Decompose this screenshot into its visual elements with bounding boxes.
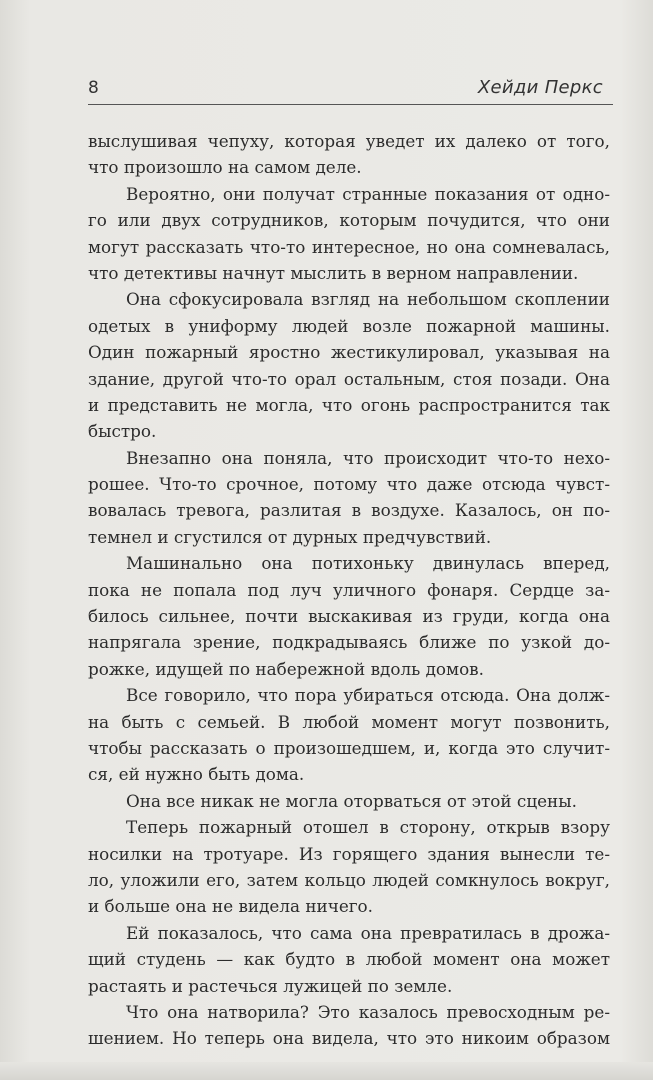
text-line: чтобы рассказать о произошедшем, и, когда это случит- bbox=[88, 737, 610, 758]
text-line: напрягала зрение, подкрадываясь ближе по узкой до- bbox=[88, 632, 610, 653]
text-line: Внезапно она поняла, что происходит что-то нехо- bbox=[126, 447, 610, 468]
page-number: 8 bbox=[88, 78, 99, 98]
text-line: го или двух сотрудников, которым почудится, что они bbox=[88, 210, 610, 231]
text-line: Машинально она потихоньку двинулась вперед, bbox=[126, 553, 610, 574]
text-line: Вероятно, они получат странные показания от одно- bbox=[126, 183, 610, 204]
text-line: шением. Но теперь она видела, что это никоим образом bbox=[88, 1028, 610, 1049]
page-header bbox=[88, 78, 613, 105]
text-line: Она сфокусировала взгляд на небольшом скоплении bbox=[126, 289, 610, 310]
text-line: здание, другой что-то орал остальным, стоя позади. Она bbox=[88, 368, 610, 389]
body-text bbox=[88, 128, 610, 1052]
text-line: растаять и растечься лужицей по земле. bbox=[88, 975, 453, 996]
text-line: Все говорило, что пора убираться отсюда. Она долж- bbox=[126, 685, 610, 706]
text-line: и представить не могла, что огонь распространится так bbox=[88, 394, 610, 415]
page-bottom-edge bbox=[0, 1062, 653, 1080]
text-line: щий студень — как будто в любой момент она может bbox=[88, 949, 610, 970]
text-line: пока не попала под луч уличного фонаря. Сердце за- bbox=[88, 579, 610, 600]
text-line: рошее. Что-то срочное, потому что даже отсюда чувст- bbox=[88, 474, 610, 495]
text-line: темнел и сгустился от дурных предчувствий. bbox=[88, 526, 492, 547]
text-line: билось сильнее, почти выскакивая из груди, когда она bbox=[88, 606, 610, 627]
text-line: вовалась тревога, разлитая в воздухе. Казалось, он по- bbox=[88, 500, 610, 521]
text-line: что детективы начнут мыслить в верном направлении. bbox=[88, 262, 579, 283]
text-line: Ей показалось, что сама она превратилась в дрожа- bbox=[126, 922, 610, 943]
text-line: выслушивая чепуху, которая уведет их далеко от того, bbox=[88, 131, 610, 151]
text-line: быстро. bbox=[88, 421, 157, 442]
text-line: Она все никак не могла оторваться от этой сцены. bbox=[126, 790, 577, 811]
text-line: Что она натворила? Это казалось превосходным ре- bbox=[126, 1001, 610, 1022]
text-line: Теперь пожарный отошел в сторону, открыв взору bbox=[126, 817, 610, 838]
text-line: одетых в униформу людей возле пожарной машины. bbox=[88, 315, 610, 336]
text-line: и больше она не видела ничего. bbox=[88, 896, 373, 917]
text-line: ся, ей нужно быть дома. bbox=[88, 764, 305, 785]
text-line: Один пожарный яростно жестикулировал, указывая на bbox=[88, 342, 610, 363]
text-line: могут рассказать что-то интересное, но она сомневалась, bbox=[88, 236, 610, 257]
text-line: носилки на тротуаре. Из горящего здания вынесли те- bbox=[88, 843, 610, 864]
text-line: что произошло на самом деле. bbox=[88, 157, 362, 178]
text-line: на быть с семьей. В любой момент могут позвонить, bbox=[88, 711, 610, 732]
text-line: ло, уложили его, затем кольцо людей сомкнулось вокруг, bbox=[88, 869, 610, 890]
text-line: рожке, идущей по набережной вдоль домов. bbox=[88, 658, 484, 679]
running-title: Хейди Перкс bbox=[477, 77, 603, 98]
